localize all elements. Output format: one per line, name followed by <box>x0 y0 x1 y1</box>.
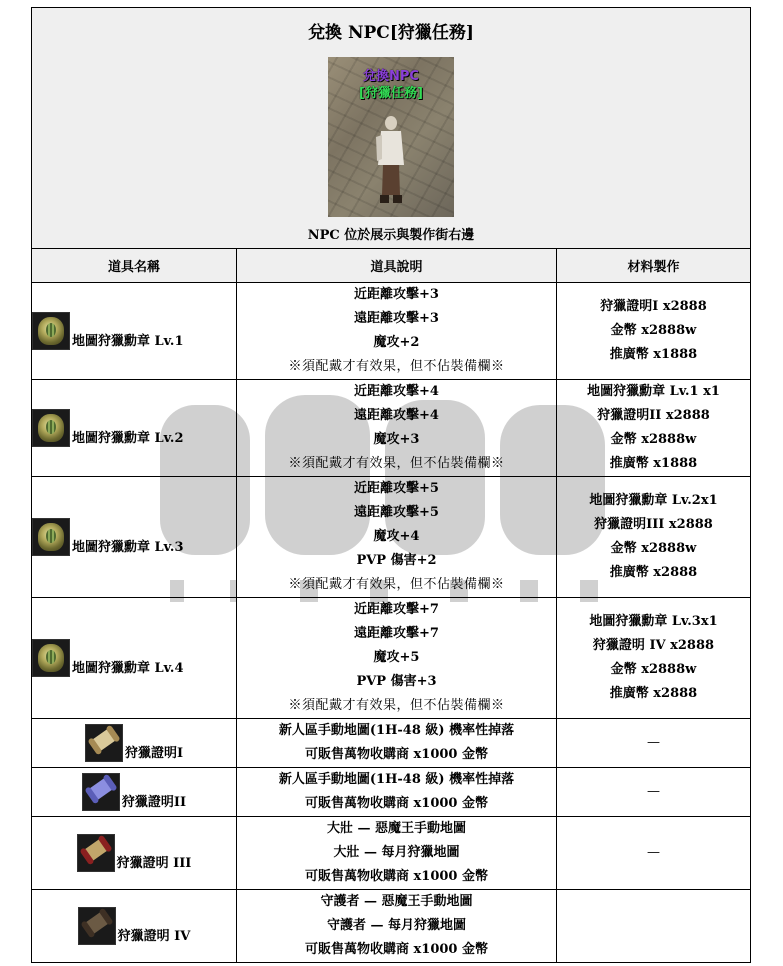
materials-cell <box>557 817 751 890</box>
item-name-cell <box>32 719 237 768</box>
table-row <box>32 768 751 817</box>
table-header-section <box>32 8 751 249</box>
npc-location-note: NPC 位於展示與製作街右邊 <box>307 228 475 243</box>
material-line: 狩獵證明I x2888 <box>600 299 707 314</box>
item-name-cell <box>32 380 237 477</box>
medal-icon <box>32 409 70 447</box>
material-line <box>557 914 750 938</box>
material-line: — <box>647 784 660 799</box>
table-row <box>32 380 751 477</box>
materials-cell <box>557 380 751 477</box>
usage-note: ※須配戴才有效果，但不佔裝備欄※ <box>288 359 505 374</box>
medal-icon <box>32 518 70 556</box>
desc-line: PVP 傷害+2 <box>356 553 437 568</box>
desc-line: 遠距離攻擊+3 <box>354 311 439 326</box>
item-name: 地圖狩獵勳章 Lv.4 <box>72 661 184 676</box>
material-line: 推廣幣 x1888 <box>609 347 698 362</box>
desc-line: 近距離攻擊+7 <box>354 602 439 617</box>
materials-cell <box>557 477 751 598</box>
usage-note: ※須配戴才有效果，但不佔裝備欄※ <box>288 577 505 592</box>
desc-line: 可販售萬物收購商 x1000 金幣 <box>305 747 488 762</box>
desc-line: 近距離攻擊+5 <box>354 481 439 496</box>
desc-line: 守護者 — 每月狩獵地圖 <box>326 918 467 933</box>
material-line: 地圖狩獵勳章 Lv.3x1 <box>589 614 718 629</box>
desc-line: 遠距離攻擊+7 <box>354 626 439 641</box>
desc-line: 魔攻+5 <box>373 650 420 665</box>
desc-line: 魔攻+2 <box>373 335 420 350</box>
desc-line: 近距離攻擊+4 <box>354 384 439 399</box>
column-header-description: 道具說明 <box>237 249 557 283</box>
table-row <box>32 598 751 719</box>
material-line: 地圖狩獵勳章 Lv.1 x1 <box>587 384 720 399</box>
column-header-name: 道具名稱 <box>32 249 237 283</box>
item-name-cell <box>32 598 237 719</box>
medal-icon <box>32 312 70 350</box>
desc-line: 遠距離攻擊+5 <box>354 505 439 520</box>
item-description-cell <box>237 768 557 817</box>
desc-line: 新人區手動地圖(1H-48 級) 機率性掉落 <box>278 772 515 787</box>
item-name: 狩獵證明 IV <box>117 929 191 944</box>
material-line: 金幣 x2888w <box>610 323 697 338</box>
materials-cell <box>557 768 751 817</box>
item-name-cell <box>32 890 237 963</box>
table-row <box>32 283 751 380</box>
item-description-cell <box>237 598 557 719</box>
material-line: 狩獵證明II x2888 <box>597 408 710 423</box>
materials-cell <box>557 890 751 963</box>
material-line: 金幣 x2888w <box>610 541 697 556</box>
item-name: 地圖狩獵勳章 Lv.1 <box>72 334 184 349</box>
medal-icon <box>32 639 70 677</box>
material-line: 狩獵證明III x2888 <box>594 517 713 532</box>
npc-label-task: [狩獵任務] <box>359 86 423 101</box>
material-line: 狩獵證明 IV x2888 <box>592 638 715 653</box>
item-description-cell <box>237 817 557 890</box>
npc-character-icon <box>374 115 408 205</box>
item-name: 狩獵證明II <box>121 795 187 810</box>
material-line: 推廣幣 x1888 <box>609 456 698 471</box>
scroll-icon <box>77 834 115 872</box>
table-row <box>32 477 751 598</box>
table-row <box>32 890 751 963</box>
item-name-cell <box>32 768 237 817</box>
materials-cell <box>557 598 751 719</box>
item-description-cell <box>237 283 557 380</box>
npc-label-name: 兌換NPC <box>363 69 419 84</box>
item-name-cell <box>32 477 237 598</box>
desc-line: 可販售萬物收購商 x1000 金幣 <box>305 869 488 884</box>
material-line: 地圖狩獵勳章 Lv.2x1 <box>589 493 718 508</box>
material-line: — <box>647 845 660 860</box>
desc-line: 魔攻+4 <box>373 529 420 544</box>
item-description-cell <box>237 890 557 963</box>
item-name: 地圖狩獵勳章 Lv.2 <box>72 431 184 446</box>
item-name-cell <box>32 817 237 890</box>
desc-line: 新人區手動地圖(1H-48 級) 機率性掉落 <box>278 723 515 738</box>
scroll-icon <box>85 724 123 762</box>
material-line: 金幣 x2888w <box>610 662 697 677</box>
material-line: — <box>647 735 660 750</box>
desc-line: 可販售萬物收購商 x1000 金幣 <box>305 942 488 957</box>
desc-line: 近距離攻擊+3 <box>354 287 439 302</box>
table-row <box>32 817 751 890</box>
usage-note: ※須配戴才有效果，但不佔裝備欄※ <box>288 456 505 471</box>
item-name-cell <box>32 283 237 380</box>
scroll-icon <box>82 773 120 811</box>
item-name: 狩獵證明I <box>124 746 184 761</box>
desc-line: 魔攻+3 <box>373 432 420 447</box>
materials-cell <box>557 283 751 380</box>
desc-line: 大壯 — 每月狩獵地圖 <box>333 845 460 860</box>
materials-cell <box>557 719 751 768</box>
usage-note: ※須配戴才有效果，但不佔裝備欄※ <box>288 698 505 713</box>
desc-line: 遠距離攻擊+4 <box>354 408 439 423</box>
material-line: 推廣幣 x2888 <box>609 686 698 701</box>
npc-screenshot <box>328 57 454 217</box>
material-line: 金幣 x2888w <box>610 432 697 447</box>
desc-line: 可販售萬物收購商 x1000 金幣 <box>305 796 488 811</box>
item-description-cell <box>237 719 557 768</box>
desc-line: 守護者 — 惡魔王手動地圖 <box>320 894 473 909</box>
item-name: 狩獵證明 III <box>116 856 192 871</box>
scroll-icon <box>78 907 116 945</box>
column-header-materials: 材料製作 <box>557 249 751 283</box>
desc-line: 大壯 — 惡魔王手動地圖 <box>326 821 467 836</box>
desc-line: PVP 傷害+3 <box>356 674 437 689</box>
item-name: 地圖狩獵勳章 Lv.3 <box>72 540 184 555</box>
page-title: 兌換 NPC[狩獵任務] <box>308 23 474 43</box>
material-line: 推廣幣 x2888 <box>609 565 698 580</box>
item-description-cell <box>237 477 557 598</box>
table-row <box>32 719 751 768</box>
exchange-table <box>31 7 751 963</box>
item-description-cell <box>237 380 557 477</box>
